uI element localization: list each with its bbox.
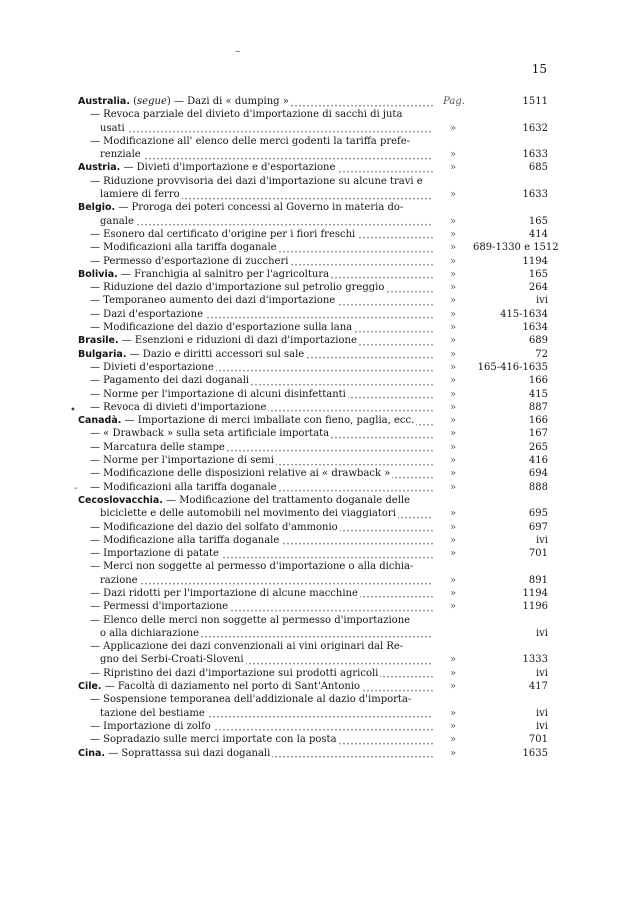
- entry-description: — Temporaneo aumento dei dazi d'importazione: [90, 295, 336, 307]
- page-reference: 1194: [522, 255, 548, 267]
- entry-description: — Ripristino dei dazi d'importazione sui prodotti agricoli: [90, 667, 379, 679]
- index-entry: [78, 228, 548, 241]
- pag-marker: »: [449, 348, 457, 360]
- entry-description: o alla dichiarazione: [100, 627, 200, 639]
- page-reference: 1633: [522, 189, 548, 201]
- index-entry: [78, 560, 548, 573]
- entry-text: [90, 521, 433, 534]
- entry-text: [90, 441, 433, 454]
- entry-description: usati: [100, 122, 125, 134]
- entry-text: [90, 321, 433, 334]
- country-name: Canadà.: [78, 415, 122, 427]
- page-reference: 265: [528, 441, 548, 453]
- pag-marker: »: [449, 508, 457, 520]
- index-entry: [78, 255, 548, 268]
- page-reference: 72: [535, 348, 548, 360]
- entry-description: — Franchigia al salnitro per l'agricoltura: [117, 268, 330, 280]
- pag-marker: »: [449, 667, 457, 679]
- page-reference: ivi: [535, 295, 548, 307]
- entry-text: [100, 507, 433, 520]
- index-entry-heading: [78, 348, 548, 361]
- entry-text: [90, 560, 468, 573]
- pag-marker: »: [449, 255, 457, 267]
- pag-marker: »: [449, 654, 457, 666]
- entry-text: [100, 707, 433, 720]
- entry-text: [90, 481, 433, 494]
- pag-label: Pag.: [443, 96, 465, 107]
- page-reference: 166: [528, 415, 548, 427]
- entry-text: [90, 614, 468, 627]
- entry-description: ganale: [100, 215, 134, 227]
- entry-description: — Importazione di patate: [90, 548, 219, 560]
- entry-text: [78, 95, 433, 108]
- entry-text: [78, 201, 468, 214]
- entry-text: [100, 188, 433, 201]
- pag-marker: »: [449, 601, 457, 613]
- entry-description: — Elenco delle merci non soggette al permesso d'importazione: [90, 614, 411, 626]
- entry-description: — Modificazioni alla tariffa doganale: [90, 242, 277, 254]
- page-reference: 417: [528, 681, 548, 693]
- page-reference: 689: [528, 335, 548, 347]
- index-entry-heading: [78, 494, 548, 507]
- entry-text: [90, 733, 433, 746]
- entry-description: — Proroga dei poteri concessi al Governo in materia do-: [115, 202, 404, 214]
- pag-marker: »: [449, 215, 457, 227]
- entry-description: — Revoca parziale del divieto d'importazione di sacchi di juta: [90, 109, 403, 121]
- entry-description: — Pagamento dei dazi doganali: [90, 375, 250, 387]
- entry-description: — Norme per l'importazione di semi: [90, 455, 274, 467]
- page-reference: 685: [528, 162, 548, 174]
- pag-marker: »: [449, 455, 457, 467]
- index-entry-heading: [78, 95, 548, 108]
- entry-text: [90, 388, 433, 401]
- entry-description: — Esonero dal certificato d'origine per i fiori freschi: [90, 228, 356, 240]
- pag-marker: »: [449, 322, 457, 334]
- pag-marker: »: [449, 189, 457, 201]
- entry-description: — Revoca di divieti d'importazione: [90, 401, 267, 413]
- pag-marker: »: [449, 228, 457, 240]
- pag-marker: »: [449, 548, 457, 560]
- pag-marker: »: [449, 415, 457, 427]
- page-reference: 415: [528, 388, 548, 400]
- pag-marker: »: [449, 681, 457, 693]
- entry-text: [90, 720, 433, 733]
- page-reference: 701: [528, 734, 548, 746]
- index-entry: [78, 374, 548, 387]
- entry-italic: segue: [137, 96, 167, 107]
- entry-text: [100, 653, 433, 666]
- entry-paren: (: [129, 96, 138, 107]
- index-entry: [78, 667, 548, 680]
- entry-text: [100, 122, 433, 135]
- scan-speck: -: [74, 483, 78, 494]
- entry-text: [78, 494, 468, 507]
- index-entry: [78, 308, 548, 321]
- pag-marker: »: [449, 401, 457, 413]
- pag-marker: »: [449, 308, 457, 320]
- index-entry-heading: [78, 414, 548, 427]
- entry-text: [78, 747, 433, 760]
- scan-speck: •: [70, 405, 76, 416]
- entry-description: ) — Dazi di « dumping »: [166, 96, 289, 107]
- entry-description: — Divieti d'importazione e d'esportazione: [120, 162, 336, 174]
- country-name: Australia.: [78, 96, 130, 107]
- entry-description: — Facoltà di daziamento nel porto di Sant'Antonio: [101, 681, 361, 693]
- entry-text: [90, 667, 433, 680]
- index-entry-heading: [78, 747, 548, 760]
- page-reference: 165-416-1635: [477, 361, 548, 373]
- entry-description: — Modificazione all' elenco delle merci godenti la tariffa prefe-: [90, 135, 411, 147]
- entry-text: [90, 361, 433, 374]
- entry-text: [90, 640, 468, 653]
- entry-description: — Divieti d'esportazione: [90, 361, 214, 373]
- entry-text: [90, 374, 433, 387]
- pag-marker: »: [449, 587, 457, 599]
- pag-marker: »: [449, 707, 457, 719]
- entry-text: [100, 574, 433, 587]
- index-entry: [78, 507, 548, 520]
- index-entry: [78, 241, 559, 254]
- index-list: [78, 95, 559, 760]
- entry-description: — Modificazione del dazio d'esportazione sulla lana: [90, 322, 353, 334]
- entry-description: — Modificazioni alla tariffa doganale: [90, 481, 277, 493]
- entry-text: [90, 587, 433, 600]
- pag-marker: »: [449, 388, 457, 400]
- entry-description: — Dazio e diritti accessori sul sale: [126, 348, 305, 360]
- entry-description: — Importazione di merci imballate con fieno, paglia, ecc.: [121, 415, 415, 427]
- index-entry: [78, 587, 548, 600]
- index-entry-heading: [78, 268, 548, 281]
- pag-marker: »: [449, 428, 457, 440]
- country-name: Brasile.: [78, 335, 119, 347]
- country-name: Bulgaria.: [78, 348, 127, 360]
- index-entry: [78, 281, 548, 294]
- pag-marker: »: [449, 375, 457, 387]
- entry-text: [100, 148, 433, 161]
- entry-description: — Permessi d'importazione: [90, 601, 229, 613]
- index-entry: [78, 534, 548, 547]
- page-reference: 888: [528, 481, 548, 493]
- entry-description: lamiere di ferro: [100, 189, 180, 201]
- index-entry: [78, 547, 548, 560]
- entry-text: [90, 255, 433, 268]
- entry-description: tazione del bestiame: [100, 707, 205, 719]
- country-name: Belgio.: [78, 202, 116, 214]
- page-reference: 165: [528, 215, 548, 227]
- entry-description: biciclette e delle automobili nel movimento dei viaggiatori: [100, 508, 396, 520]
- page-number: 15: [531, 62, 547, 76]
- entry-text: [90, 108, 468, 121]
- pag-marker: »: [449, 295, 457, 307]
- index-entry: [78, 720, 548, 733]
- index-entry: [78, 361, 548, 374]
- page-reference: ivi: [535, 707, 548, 719]
- page-reference: ivi: [535, 667, 548, 679]
- page-reference: ivi: [535, 627, 548, 639]
- entry-text: [90, 600, 433, 613]
- entry-text: [78, 268, 433, 281]
- entry-description: — Marcatura delle stampe: [90, 441, 225, 453]
- page-reference: 891: [528, 574, 548, 586]
- index-entry: [78, 215, 548, 228]
- index-entry: [78, 521, 548, 534]
- pag-marker: »: [449, 441, 457, 453]
- index-entry: [78, 614, 548, 627]
- entry-description: — Importazione di zolfo: [90, 720, 211, 732]
- entry-text: [90, 547, 433, 560]
- pag-marker: »: [449, 282, 457, 294]
- page-reference: 167: [528, 428, 548, 440]
- country-name: Austria.: [78, 162, 121, 174]
- entry-text: [90, 241, 433, 254]
- pag-marker: »: [449, 122, 457, 134]
- entry-description: — « Drawback » sulla seta artificiale importata: [90, 428, 330, 440]
- index-entry: [78, 640, 548, 653]
- page-reference: 1635: [522, 747, 548, 759]
- entry-text: [78, 161, 433, 174]
- page-reference: 415-1634: [500, 308, 548, 320]
- entry-text: [90, 135, 468, 148]
- page-reference: 416: [528, 455, 548, 467]
- page-reference: 1333: [522, 654, 548, 666]
- pag-marker: »: [449, 162, 457, 174]
- page-reference: 1634: [522, 322, 548, 334]
- entry-text: [90, 294, 433, 307]
- page-reference: 165: [528, 268, 548, 280]
- page-reference: 414: [528, 228, 548, 240]
- entry-text: [90, 228, 433, 241]
- index-entry: [78, 693, 548, 706]
- index-entry-heading: [78, 201, 548, 214]
- entry-text: [78, 334, 433, 347]
- page-reference: 1194: [522, 587, 548, 599]
- pag-marker: »: [449, 361, 457, 373]
- country-name: Cina.: [78, 747, 106, 759]
- index-entry: [78, 427, 548, 440]
- pag-marker: »: [449, 521, 457, 533]
- index-entry: [78, 175, 548, 188]
- index-entry: [78, 294, 548, 307]
- index-entry: [78, 148, 548, 161]
- entry-description: — Dazi d'esportazione: [90, 308, 204, 320]
- page-reference: 697: [528, 521, 548, 533]
- index-entry: [78, 321, 548, 334]
- pag-marker: »: [449, 149, 457, 161]
- page-reference: 1511: [522, 96, 548, 107]
- entry-text: [78, 348, 433, 361]
- entry-text: [78, 680, 433, 693]
- entry-description: — Modificazione del dazio del solfato d'ammonio: [90, 521, 338, 533]
- index-entry-heading: [78, 334, 548, 347]
- index-entry: [78, 188, 548, 201]
- pag-marker: »: [449, 574, 457, 586]
- scan-speck: –: [235, 46, 240, 57]
- entry-description: — Applicazione dei dazi convenzionali ai vini originari dal Re-: [90, 641, 404, 653]
- country-name: Cile.: [78, 681, 102, 693]
- pag-marker: »: [449, 335, 457, 347]
- entry-description: — Sospensione temporanea dell'addizionale al dazio d'importa-: [90, 694, 412, 706]
- index-entry: [78, 481, 548, 494]
- pag-marker: »: [449, 747, 457, 759]
- index-entry-heading: [78, 680, 548, 693]
- entry-text: [90, 175, 468, 188]
- index-entry: [78, 600, 548, 613]
- index-entry: [78, 108, 548, 121]
- index-entry: [78, 135, 548, 148]
- pag-marker: »: [449, 534, 457, 546]
- entry-text: [100, 627, 433, 640]
- entry-description: — Merci non soggette al permesso d'importazione o alla dichia-: [90, 561, 414, 573]
- index-entry: [78, 441, 548, 454]
- page-reference: 887: [528, 401, 548, 413]
- page-reference: 264: [528, 282, 548, 294]
- page-reference: ivi: [535, 534, 548, 546]
- page-reference: 1632: [522, 122, 548, 134]
- entry-description: — Riduzione provvisoria dei dazi d'importazione su alcune travi e: [90, 175, 423, 187]
- index-entry: [78, 467, 548, 480]
- index-entry: [78, 707, 548, 720]
- country-name: Cecoslovacchia.: [78, 494, 163, 506]
- entry-text: [90, 308, 433, 321]
- entry-text: [90, 467, 433, 480]
- entry-text: [100, 215, 433, 228]
- index-entry: [78, 454, 548, 467]
- index-entry: [78, 401, 548, 414]
- page-reference: 1633: [522, 149, 548, 161]
- entry-text: [90, 534, 433, 547]
- index-entry-heading: [78, 161, 548, 174]
- index-entry: [78, 733, 548, 746]
- page-reference: ivi: [535, 720, 548, 732]
- entry-text: [78, 414, 433, 427]
- page-reference: 694: [528, 468, 548, 480]
- page-reference: 166: [528, 375, 548, 387]
- index-entry: [78, 388, 548, 401]
- pag-marker: »: [449, 481, 457, 493]
- page-reference: 689-1330 e 1512: [473, 242, 559, 254]
- pag-marker: »: [449, 242, 457, 254]
- entry-description: — Dazi ridotti per l'importazione di alcune macchine: [90, 587, 358, 599]
- pag-marker: »: [449, 734, 457, 746]
- country-name: Bolivia.: [78, 268, 118, 280]
- entry-description: gno dei Serbi-Croati-Sloveni: [100, 654, 244, 666]
- page-reference: 695: [528, 508, 548, 520]
- entry-description: — Norme per l'importazione di alcuni disinfettanti: [90, 388, 346, 400]
- entry-description: — Modificazione del trattamento doganale delle: [162, 494, 411, 506]
- entry-description: — Permesso d'esportazione di zuccheri: [90, 255, 289, 267]
- pag-marker: »: [449, 268, 457, 280]
- entry-text: [90, 427, 433, 440]
- entry-text: [90, 281, 433, 294]
- pag-marker: »: [449, 720, 457, 732]
- index-entry: [78, 653, 548, 666]
- entry-description: renziale: [100, 149, 141, 161]
- pag-marker: »: [449, 468, 457, 480]
- page-reference: 701: [528, 548, 548, 560]
- entry-description: — Sopradazio sulle merci importate con la posta: [90, 734, 337, 746]
- page-reference: 1196: [522, 601, 548, 613]
- entry-description: — Soprattassa sui dazi doganali: [105, 747, 271, 759]
- index-entry: [78, 122, 548, 135]
- entry-description: — Modificazione alla tariffa doganale: [90, 534, 280, 546]
- index-entry: [78, 574, 548, 587]
- entry-description: razione: [100, 574, 138, 586]
- entry-description: — Modificazione delle disposizioni relative ai « drawback »: [90, 468, 391, 480]
- entry-text: [90, 401, 433, 414]
- entry-text: [90, 454, 433, 467]
- entry-description: — Esenzioni e riduzioni di dazi d'importazione: [118, 335, 357, 347]
- index-entry: [78, 627, 548, 640]
- entry-description: — Riduzione del dazio d'importazione sul petrolio greggio: [90, 282, 385, 294]
- entry-text: [90, 693, 468, 706]
